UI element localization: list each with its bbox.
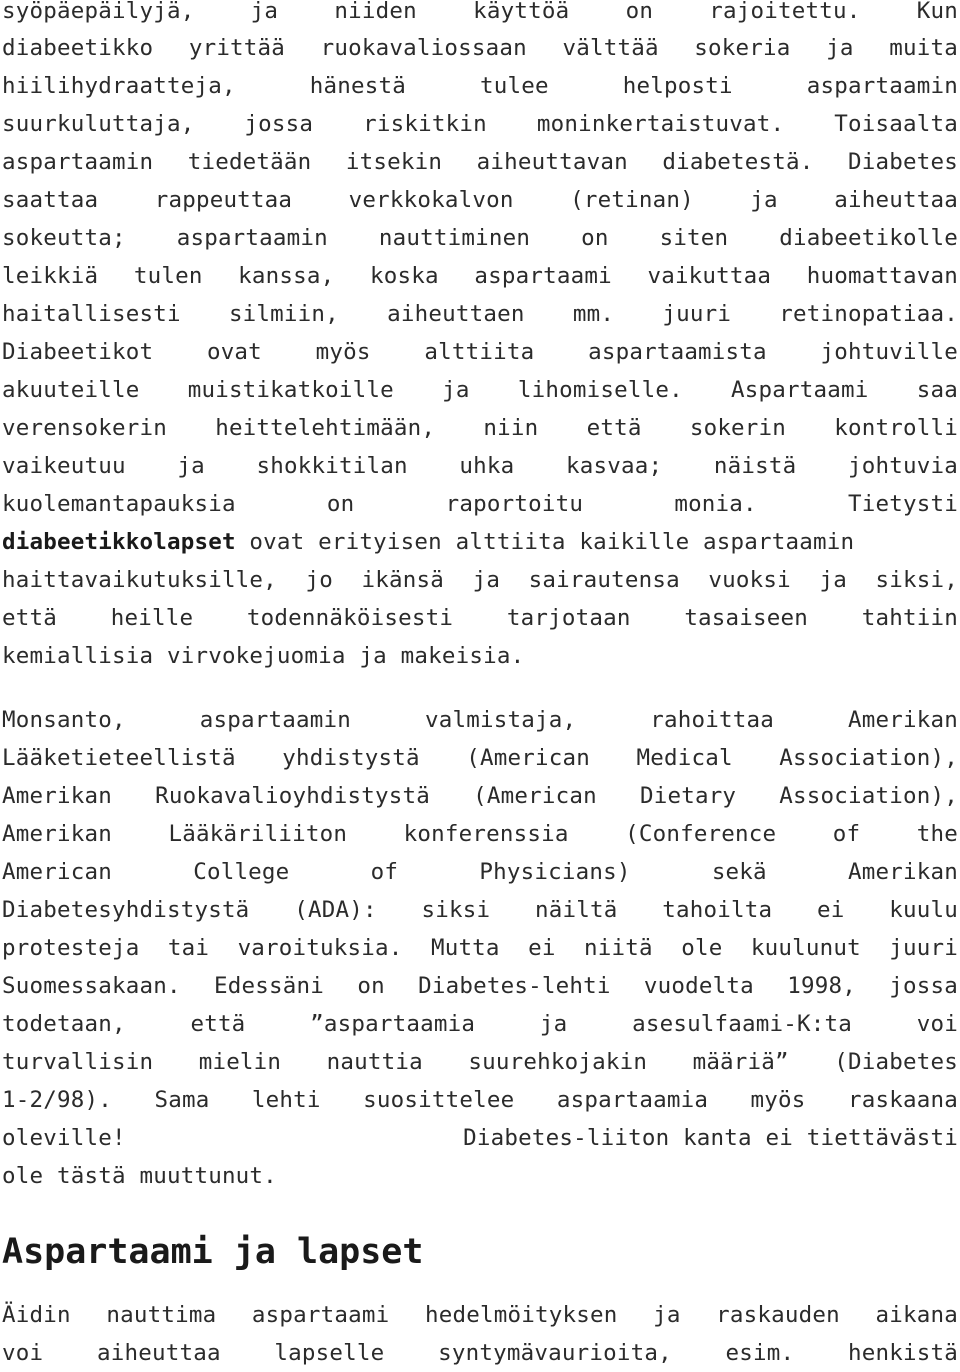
text-line: haitallisesti silmiin, aiheuttaen mm. juuri retinopatiaa. [2, 301, 958, 327]
text-line: protesteja tai varoituksia. Mutta ei niitä ole kuulunut juuri [2, 935, 958, 961]
text-line: verensokerin heittelehtimään, niin että sokerin kontrolli [2, 415, 958, 441]
text-line: Amerikan Lääkäriliiton konferenssia (Conference of the [2, 821, 958, 847]
text-line: vaikeutuu ja shokkitilan uhka kasvaa; näistä johtuvia [2, 453, 958, 479]
text-line: todetaan, että ”aspartaamia ja asesulfaami-K:ta voi [2, 1011, 958, 1037]
text-line: Amerikan Ruokavalioyhdistystä (American Dietary Association), [2, 783, 958, 809]
text-line: ole tästä muuttunut. [2, 1163, 277, 1189]
text-line: 1-2/98). Sama lehti suosittelee aspartaamia myös raskaana [2, 1087, 958, 1113]
text-line: diabeetikko yrittää ruokavaliossaan välttää sokeria ja muita [2, 35, 958, 61]
text-line-with-bold [2, 523, 958, 561]
section-heading: Aspartaami ja lapset [2, 1232, 424, 1272]
text-line: turvallisin mielin nauttia suurehkojakin määriä” (Diabetes [2, 1049, 958, 1075]
text-line: hiilihydraatteja, hänestä tulee helposti aspartaamin [2, 73, 958, 99]
text-line: voi aiheuttaa lapselle syntymävaurioita, esim. henkistä [2, 1340, 958, 1366]
text-line: Diabeetikot ovat myös alttiita aspartaamista johtuville [2, 339, 958, 365]
bold-line-rest: ovat erityisen alttiita kaikille aspartaamin [235, 529, 855, 555]
text-line: kemiallisia virvokejuomia ja makeisia. [2, 643, 525, 669]
split-line-left: oleville! [2, 1125, 126, 1151]
text-line: aspartaamin tiedetään itsekin aiheuttavan diabetestä. Diabetes [2, 149, 958, 175]
text-line: Suomessakaan. Edessäni on Diabetes-lehti vuodelta 1998, jossa [2, 973, 958, 999]
text-line: saattaa rappeuttaa verkkokalvon (retinan) ja aiheuttaa [2, 187, 958, 213]
text-line: suurkuluttaja, jossa riskitkin moninkertaistuvat. Toisaalta [2, 111, 958, 137]
text-line: syöpäepäilyjä, ja niiden käyttöä on rajoitettu. Kun [2, 0, 958, 24]
split-line-right: Diabetes-liiton kanta ei tiettävästi [463, 1125, 958, 1151]
text-line: Diabetesyhdistystä (ADA): siksi näiltä tahoilta ei kuulu [2, 897, 958, 923]
text-line: leikkiä tulen kanssa, koska aspartaami vaikuttaa huomattavan [2, 263, 958, 289]
text-line: sokeutta; aspartaamin nauttiminen on siten diabeetikolle [2, 225, 958, 251]
bold-term: diabeetikkolapset [2, 529, 236, 555]
text-line: Monsanto, aspartaamin valmistaja, rahoittaa Amerikan [2, 707, 958, 733]
text-line: akuuteille muistikatkoille ja lihomiselle. Aspartaami saa [2, 377, 958, 403]
text-line: kuolemantapauksia on raportoitu monia. Tietysti [2, 491, 958, 517]
text-line: haittavaikutuksille, jo ikänsä ja sairautensa vuoksi ja siksi, [2, 567, 958, 593]
text-line: American College of Physicians) sekä Amerikan [2, 859, 958, 885]
text-line: että heille todennäköisesti tarjotaan tasaiseen tahtiin [2, 605, 958, 631]
text-line: Äidin nauttima aspartaami hedelmöityksen ja raskauden aikana [2, 1302, 958, 1328]
text-line: Lääketieteellistä yhdistystä (American Medical Association), [2, 745, 958, 771]
